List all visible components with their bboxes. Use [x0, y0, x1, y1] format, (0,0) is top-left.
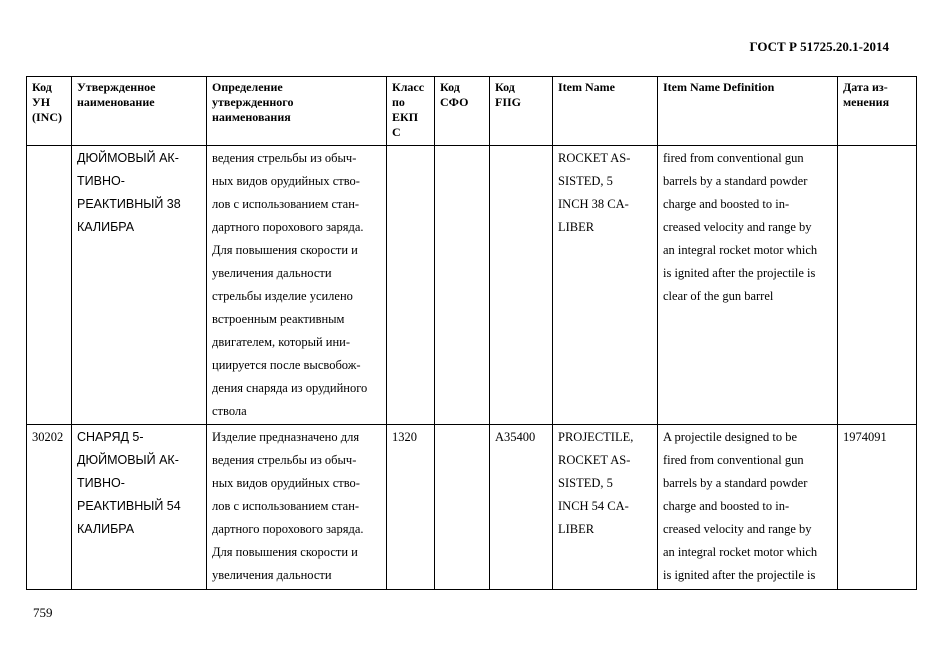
table-row: [27, 146, 917, 425]
cell-item-name: PROJECTILE, ROCKET AS- SISTED, 5 INCH 54 CA- LIBER: [553, 425, 658, 590]
col-header-approved-name: Утвержденное наименование: [72, 77, 207, 146]
cell-inc: 30202: [27, 425, 72, 590]
cell-change-date: 1974091: [838, 425, 917, 590]
col-header-class: Класс по ЕКП С: [387, 77, 435, 146]
col-header-item-definition: Item Name Definition: [658, 77, 838, 146]
table-row: [27, 425, 917, 590]
col-header-change-date: Дата из- менения: [838, 77, 917, 146]
col-header-definition: Определение утвержденного наименования: [207, 77, 387, 146]
cell-fiig: A35400: [490, 425, 553, 590]
col-header-item-name: Item Name: [553, 77, 658, 146]
cell-approved-name: ДЮЙМОВЫЙ АК- ТИВНО- РЕАКТИВНЫЙ 38 КАЛИБРА: [72, 146, 207, 425]
cell-definition: ведения стрельбы из обыч- ных видов орудийных ство- лов с использованием стан- дартного порохового заряда. Для повышения скорости и увеличения дальности стрельбы изделие усилено встроенным реактивным двигателем, который ини- циируется после высвобож- дения снаряда из орудийного ствола: [207, 146, 387, 425]
cell-sfo: [435, 425, 490, 590]
cell-item-definition: fired from conventional gun barrels by a standard powder charge and boosted to in- creased velocity and range by an integral rocket motor which is ignited after the projectile is clear of the gun barrel: [658, 146, 838, 425]
cell-class: 1320: [387, 425, 435, 590]
col-header-fiig: Код FIIG: [490, 77, 553, 146]
standard-number: ГОСТ Р 51725.20.1-2014: [749, 39, 889, 54]
cell-definition: Изделие предназначено для ведения стрельбы из обыч- ных видов орудийных ство- лов с использованием стан- дартного порохового заряда. Для повышения скорости и увеличения дальности: [207, 425, 387, 590]
col-header-inc: Код УН (INC): [27, 77, 72, 146]
cell-class: [387, 146, 435, 425]
cell-change-date: [838, 146, 917, 425]
cell-item-name: ROCKET AS- SISTED, 5 INCH 38 CA- LIBER: [553, 146, 658, 425]
cell-approved-name: СНАРЯД 5- ДЮЙМОВЫЙ АК- ТИВНО- РЕАКТИВНЫЙ 54 КАЛИБРА: [72, 425, 207, 590]
page-number: 759: [33, 605, 53, 620]
cell-inc: [27, 146, 72, 425]
cell-item-definition: A projectile designed to be fired from conventional gun barrels by a standard powder charge and boosted to in- creased velocity and range by an integral rocket motor which is ignited after the projectile is: [658, 425, 838, 590]
catalog-table: [26, 76, 917, 590]
cell-fiig: [490, 146, 553, 425]
col-header-sfo: Код СФО: [435, 77, 490, 146]
cell-sfo: [435, 146, 490, 425]
table-header-row: [27, 77, 917, 146]
